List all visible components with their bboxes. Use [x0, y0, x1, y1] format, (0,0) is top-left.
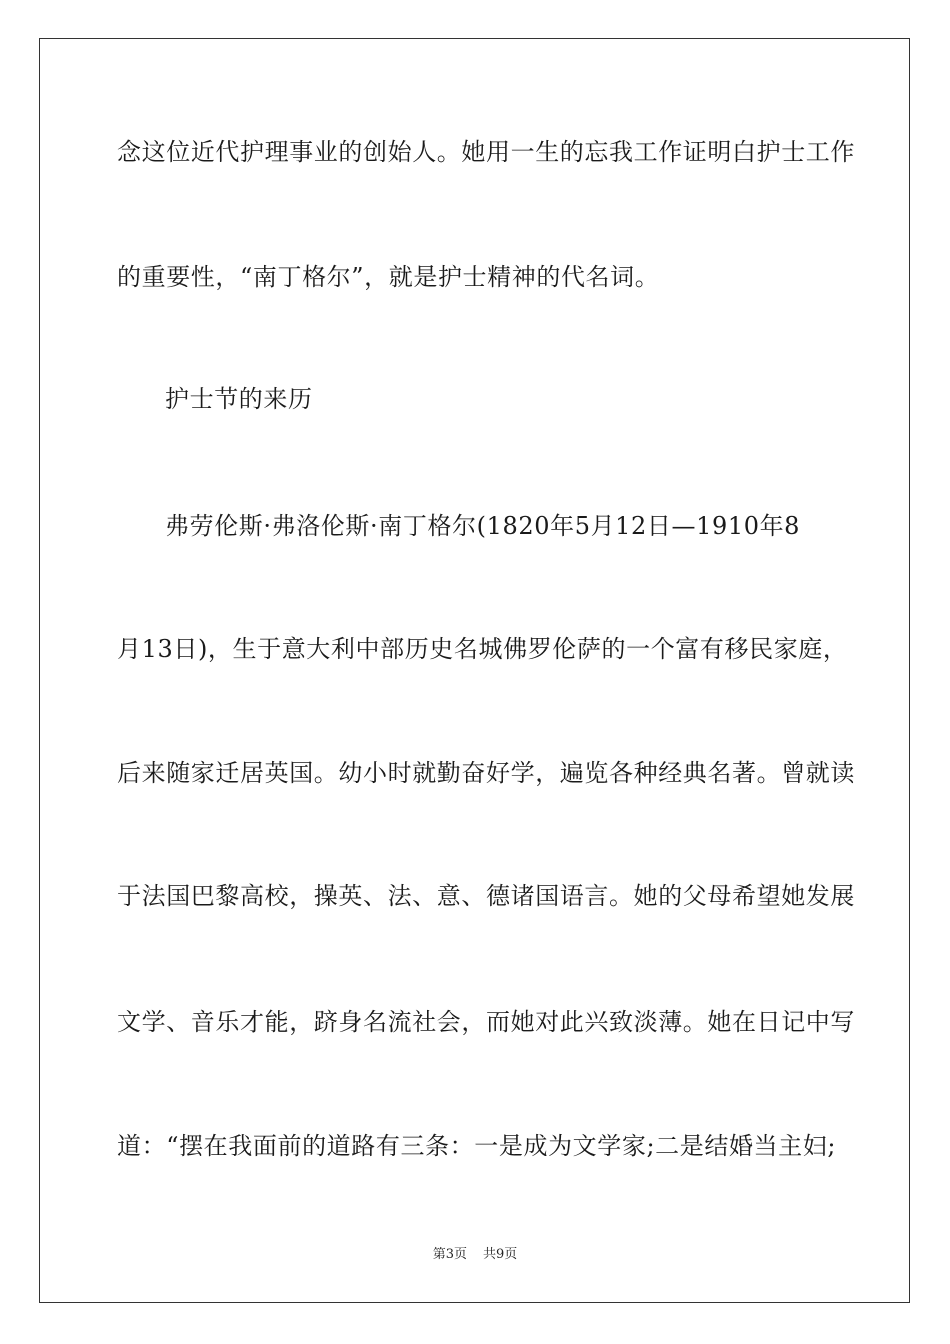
body-text-line: 于法国巴黎高校，操英、法、意、德诸国语言。她的父母希望她发展	[117, 882, 855, 910]
body-text-line: 后来随家迁居英国。幼小时就勤奋好学，遍览各种经典名著。曾就读	[117, 759, 855, 787]
body-text-line: 的重要性，“南丁格尔”，就是护士精神的代名词。	[117, 263, 660, 291]
page-number: 第3页	[432, 1247, 467, 1262]
body-text-line: 念这位近代护理事业的创始人。她用一生的忘我工作证明白护士工作	[117, 138, 855, 166]
page-footer	[0, 1247, 950, 1263]
section-heading: 护士节的来历	[165, 385, 313, 413]
page-total: 共9页	[483, 1247, 518, 1262]
page-border	[39, 38, 910, 1303]
body-text-line: 月13日)，生于意大利中部历史名城佛罗伦萨的一个富有移民家庭，	[117, 635, 848, 663]
body-text-line: 弗劳伦斯·弗洛伦斯·南丁格尔(1820年5月12日—1910年8	[165, 512, 801, 540]
body-text-line: 道：“摆在我面前的道路有三条：一是成为文学家;二是结婚当主妇;	[117, 1132, 837, 1160]
body-text-line: 文学、音乐才能，跻身名流社会，而她对此兴致淡薄。她在日记中写	[117, 1008, 855, 1036]
